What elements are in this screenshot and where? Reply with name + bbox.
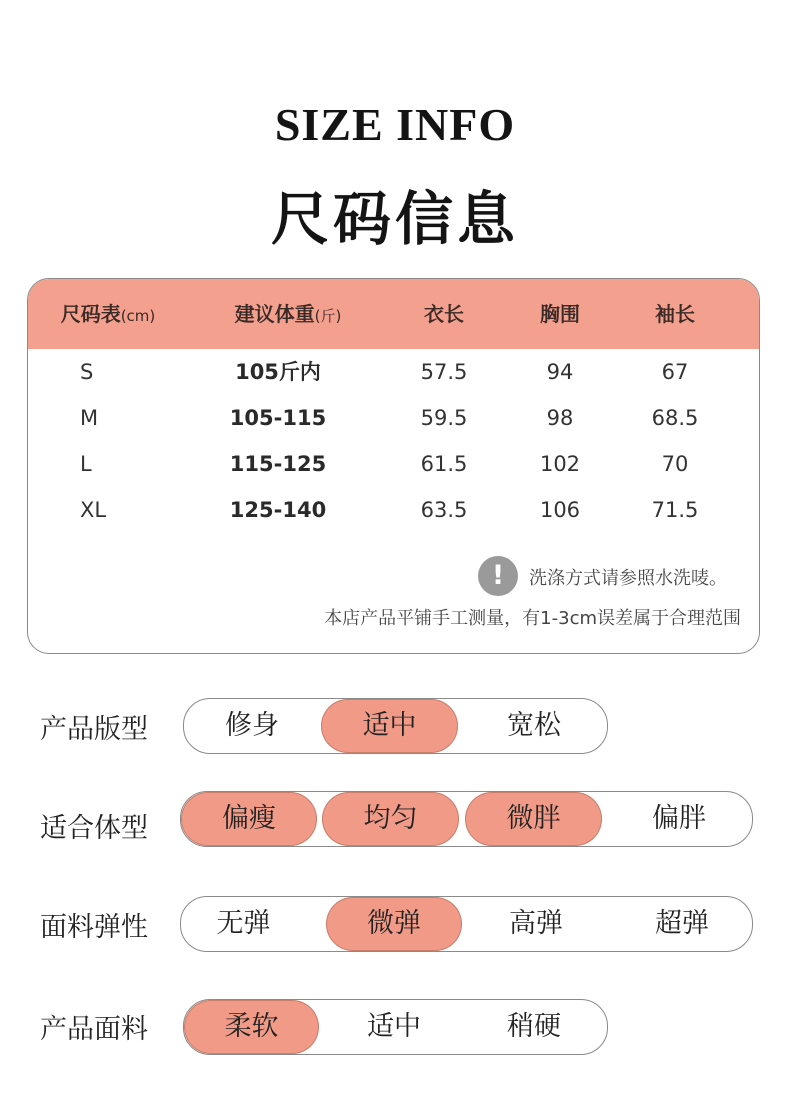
option-slim[interactable]: 修身: [225, 710, 279, 741]
chest-cell: 106: [539, 498, 581, 522]
option-slightly-heavy[interactable]: 微胖: [465, 792, 602, 846]
column-header-sleeve: 袖长: [655, 302, 695, 326]
size-table: [27, 278, 760, 654]
attr-label-elasticity: 面料弹性: [40, 912, 148, 943]
length-cell: 59.5: [420, 406, 468, 430]
chest-cell: 102: [539, 452, 581, 476]
option-slight-stretch[interactable]: 微弹: [326, 897, 462, 951]
attr-label-fit: 产品版型: [40, 714, 148, 745]
table-row: [28, 490, 759, 530]
option-average[interactable]: 均匀: [322, 792, 459, 846]
weight-cell: 125-140: [229, 498, 327, 522]
chest-cell: 94: [546, 360, 574, 384]
chest-cell: 98: [546, 406, 574, 430]
size-cell: S: [80, 360, 94, 384]
body-type-selector: [180, 791, 753, 847]
weight-cell: 115-125: [229, 452, 327, 476]
page-title-en: SIZE INFO: [274, 99, 516, 150]
measure-note: 本店产品平铺手工测量，有1-3cm误差属于合理范围: [324, 608, 741, 629]
wash-note: 洗涤方式请参照水洗唛。: [529, 568, 727, 589]
length-cell: 57.5: [420, 360, 468, 384]
column-header-chest: 胸围: [540, 302, 580, 326]
option-regular[interactable]: 适中: [321, 699, 458, 753]
sleeve-cell: 70: [661, 452, 689, 476]
elasticity-selector: [180, 896, 753, 952]
size-cell: M: [80, 406, 99, 430]
sleeve-cell: 67: [661, 360, 689, 384]
option-soft[interactable]: 柔软: [184, 1000, 319, 1054]
table-row: [28, 352, 759, 392]
option-stiff[interactable]: 稍硬: [507, 1011, 561, 1042]
option-heavy[interactable]: 偏胖: [652, 803, 706, 834]
length-cell: 63.5: [420, 498, 468, 522]
weight-cell: 105斤内: [235, 360, 321, 384]
option-high-stretch[interactable]: 高弹: [509, 908, 563, 939]
option-no-stretch[interactable]: 无弹: [216, 908, 271, 939]
column-header-weight: 建议体重(斤): [234, 302, 342, 326]
attr-label-body-type: 适合体型: [40, 813, 148, 844]
sleeve-cell: 71.5: [651, 498, 699, 522]
option-loose[interactable]: 宽松: [507, 710, 561, 741]
size-cell: L: [80, 452, 92, 476]
option-thin[interactable]: 偏瘦: [181, 792, 317, 846]
length-cell: 61.5: [420, 452, 468, 476]
size-table-header: [28, 279, 759, 349]
weight-cell: 105-115: [229, 406, 327, 430]
option-medium[interactable]: 适中: [367, 1011, 421, 1042]
table-row: [28, 398, 759, 438]
column-header-length: 衣长: [424, 302, 464, 326]
fabric-selector: [183, 999, 608, 1055]
exclamation-icon: !: [478, 556, 518, 596]
page-title-cn: 尺码信息: [270, 185, 519, 253]
option-super-stretch[interactable]: 超弹: [655, 908, 709, 939]
column-header-size: 尺码表(cm): [60, 302, 156, 326]
table-row: [28, 444, 759, 484]
sleeve-cell: 68.5: [651, 406, 699, 430]
size-cell: XL: [80, 498, 107, 522]
attr-label-fabric: 产品面料: [40, 1014, 148, 1045]
fit-selector: [183, 698, 608, 754]
